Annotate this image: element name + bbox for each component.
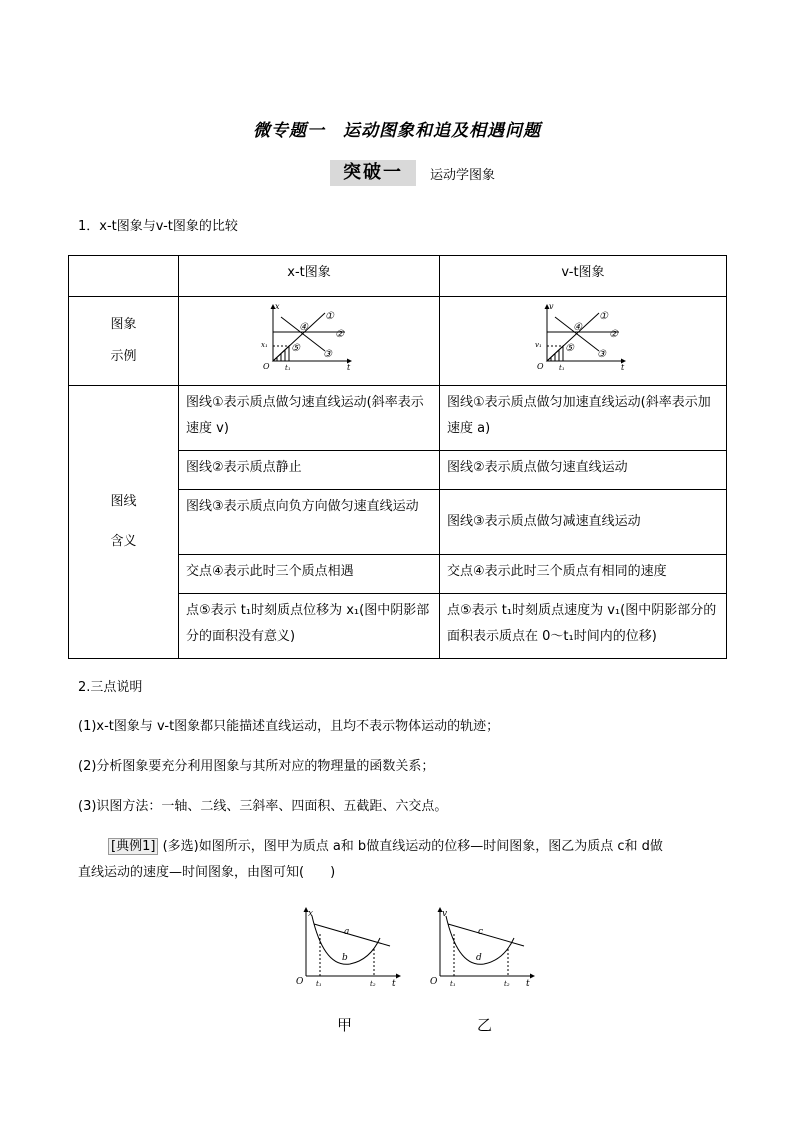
vt-cell-2: 图线②表示质点做匀速直线运动: [440, 451, 727, 490]
yi-y-label: v: [442, 909, 448, 919]
xt-c4: ④: [299, 322, 308, 333]
vt-c5: ⑤: [565, 343, 574, 354]
vt-c1: ①: [599, 311, 608, 322]
header-empty: [69, 256, 179, 297]
meaning-label-2: 含义: [110, 534, 137, 549]
yi-origin: O: [430, 977, 438, 987]
figure-jia: [294, 904, 408, 988]
note-1: (1)x-t图象与 v-t图象都只能描述直线运动，且均不表示物体运动的轨迹；: [78, 719, 500, 734]
vt-t1: t₁: [559, 364, 565, 372]
xt-x-label: t: [347, 363, 351, 372]
vt-graph-svg: [533, 299, 633, 373]
example-text-2: 直线运动的速度—时间图象，由图可知( ): [78, 865, 336, 880]
xt-cell-4: 交点④表示此时三个质点相遇: [179, 555, 440, 594]
figure-yi: [428, 904, 542, 988]
meaning-label-1: 图线: [110, 494, 137, 509]
jia-curve-b-label: b: [342, 953, 348, 963]
vt-y-label: v: [549, 302, 554, 311]
item2-heading: 2.三点说明: [78, 680, 143, 695]
note-2: (2)分析图象要充分利用图象与其所对应的物理量的函数关系；: [78, 759, 435, 774]
xt-example-graph: [179, 297, 440, 386]
vt-cell-3: 图线③表示质点做匀减速直线运动: [440, 490, 727, 555]
xt-x1: x₁: [261, 341, 268, 349]
xt-c1: ①: [325, 311, 334, 322]
jia-curve-a-label: a: [344, 927, 350, 937]
section-badge-text: 突破一: [343, 162, 403, 183]
vt-c2: ②: [609, 329, 618, 340]
jia-y-label: x: [308, 909, 314, 919]
yi-curve-d-label: d: [476, 953, 482, 963]
xt-cell-5: 点⑤表示 t₁时刻质点位移为 x₁(图中阴影部分的面积没有意义): [179, 594, 440, 659]
table-row: [69, 386, 727, 451]
jia-t1: t₁: [316, 980, 322, 988]
vt-cell-4: 交点④表示此时三个质点有相同的速度: [440, 555, 727, 594]
jia-x-label: t: [392, 979, 396, 988]
xt-t1: t₁: [285, 364, 291, 372]
vt-c3: ③: [597, 349, 606, 360]
jia-t2: t₂: [370, 980, 376, 988]
yi-t2: t₂: [504, 980, 510, 988]
comparison-table: [68, 255, 727, 659]
vt-cell-5: 点⑤表示 t₁时刻质点速度为 v₁(图中阴影部分的面积表示质点在 0～t₁时间内的位移): [440, 594, 727, 659]
jia-origin: O: [296, 977, 304, 987]
curve-c: [448, 924, 524, 946]
vt-x-label: t: [621, 363, 625, 372]
item1-heading: 1．x-t图象与v-t图象的比较: [78, 219, 238, 234]
figure-label-1: 图象: [110, 317, 137, 332]
yi-curve-c-label: c: [478, 927, 484, 937]
section-badge: [330, 160, 416, 186]
vt-cell-1: 图线①表示质点做匀加速直线运动(斜率表示加速度 a): [440, 386, 727, 451]
section-subtitle: 运动学图象: [430, 168, 496, 183]
note-3: (3)识图方法：一轴、二线、三斜率、四面积、五截距、六交点。: [78, 799, 448, 814]
table-header-row: [69, 256, 727, 297]
example-text-1: (多选)如图所示，图甲为质点 a和 b做直线运动的位移—时间图象，图乙为质点 c和 d做: [162, 839, 663, 854]
vt-origin: O: [537, 362, 544, 371]
xt-cell-3: 图线③表示质点向负方向做匀速直线运动: [179, 490, 440, 555]
vt-v1: v₁: [535, 341, 542, 349]
figure-label-2: 示例: [110, 349, 137, 364]
yi-x-label: t: [526, 979, 530, 988]
figure-jia-label: 甲: [337, 1016, 353, 1034]
figure-yi-label: 乙: [477, 1016, 493, 1034]
xt-cell-1: 图线①表示质点做匀速直线运动(斜率表示速度 v): [179, 386, 440, 451]
header-xt: x-t图象: [179, 256, 440, 297]
curve-a: [314, 924, 390, 946]
xt-c5: ⑤: [291, 343, 300, 354]
example-tag: [典例1]: [108, 838, 158, 855]
xt-c3: ③: [323, 349, 332, 360]
vt-c4: ④: [573, 322, 582, 333]
page-title: 微专题一 运动图象和追及相遇问题: [253, 121, 541, 141]
xt-graph-svg: [259, 299, 359, 373]
xt-origin: O: [263, 362, 270, 371]
meaning-row-label: [69, 386, 179, 659]
figure-row-label: [69, 297, 179, 386]
yi-t1: t₁: [450, 980, 456, 988]
header-vt: v-t图象: [440, 256, 727, 297]
example-line-1: [108, 839, 663, 855]
xt-cell-2: 图线②表示质点静止: [179, 451, 440, 490]
xt-c2: ②: [335, 329, 344, 340]
table-figure-row: [69, 297, 727, 386]
xt-y-label: x: [275, 302, 280, 311]
vt-example-graph: [440, 297, 727, 386]
